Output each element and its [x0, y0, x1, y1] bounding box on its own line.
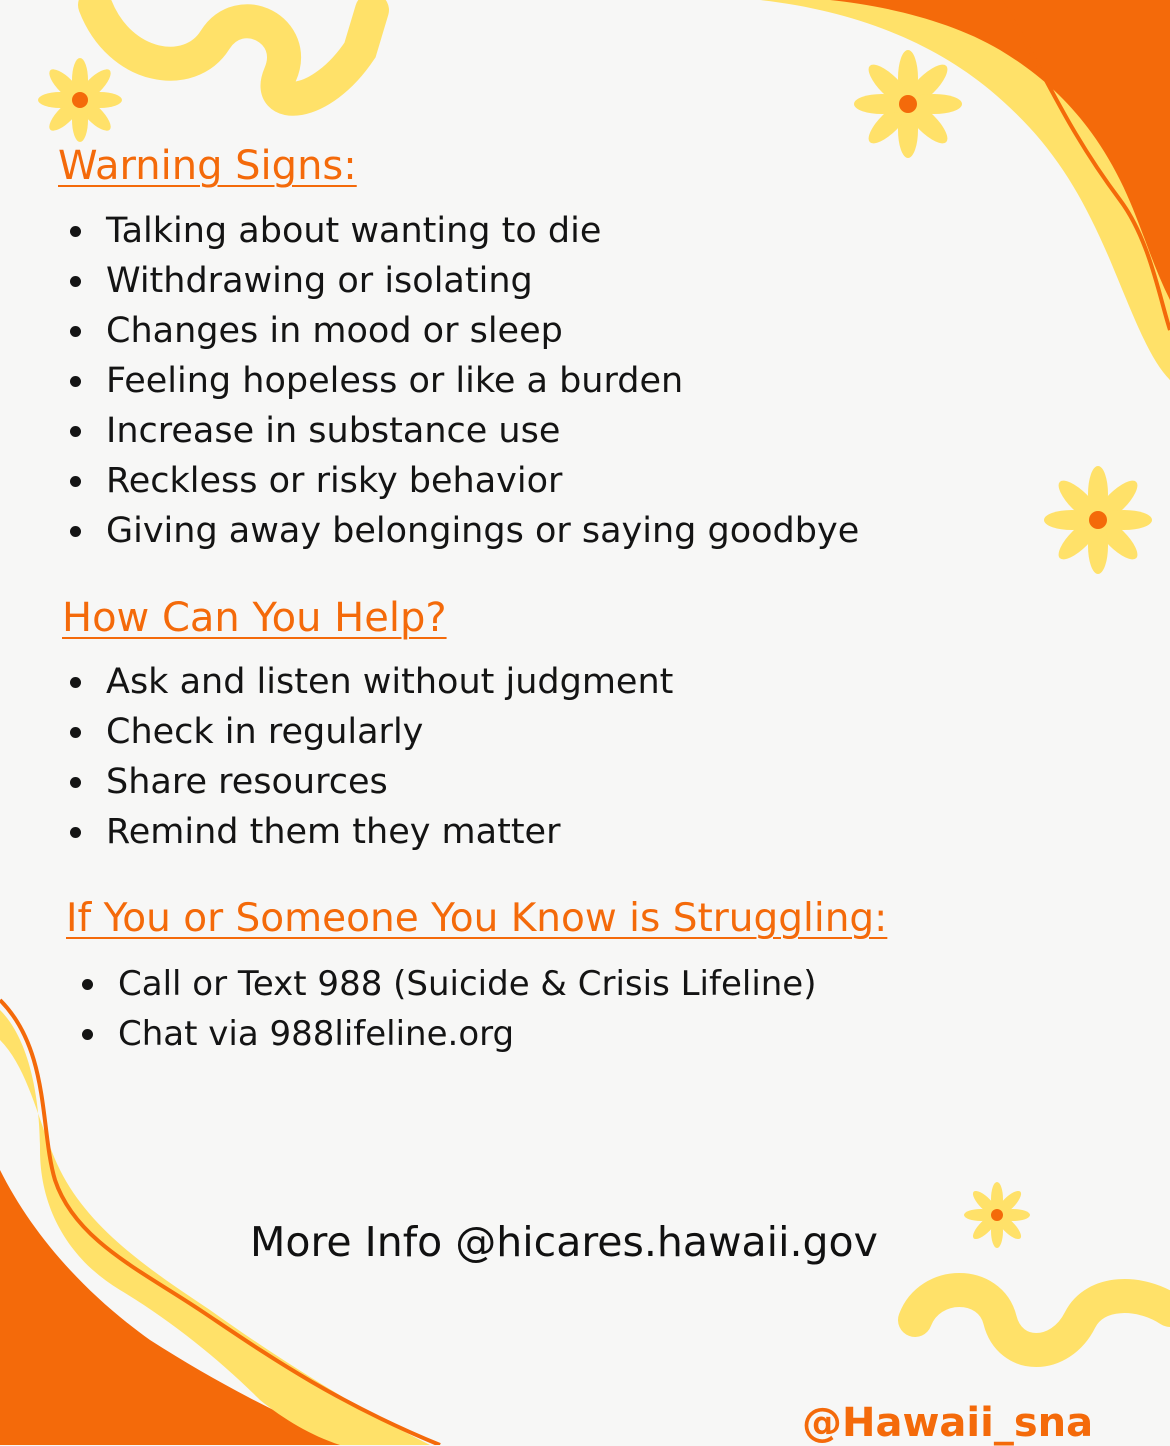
warning-signs-heading: Warning Signs:: [58, 143, 357, 189]
flower-icon: [1044, 466, 1152, 574]
list-item: Chat via 988lifeline.org: [76, 1009, 817, 1059]
list-item: Increase in substance use: [64, 406, 859, 456]
list-item: Share resources: [64, 757, 673, 807]
struggling-list: [76, 959, 817, 1059]
list-item: Call or Text 988 (Suicide & Crisis Lifeline): [76, 959, 817, 1009]
list-item: Withdrawing or isolating: [64, 256, 859, 306]
list-item: Ask and listen without judgment: [64, 657, 673, 707]
list-item: Check in regularly: [64, 707, 673, 757]
social-handle: @Hawaii_sna: [802, 1400, 1094, 1446]
how-to-help-heading: How Can You Help?: [62, 595, 447, 641]
more-info-text: More Info @hicares.hawaii.gov: [250, 1218, 878, 1266]
flower-icon: [964, 1182, 1030, 1248]
how-to-help-list: [64, 657, 673, 857]
list-item: Feeling hopeless or like a burden: [64, 356, 859, 406]
list-item: Talking about wanting to die: [64, 206, 859, 256]
list-item: Changes in mood or sleep: [64, 306, 859, 356]
squiggle-icon: [915, 1290, 1170, 1350]
squiggle-icon: [95, 5, 372, 99]
flower-icon: [854, 50, 962, 158]
struggling-heading: If You or Someone You Know is Struggling:: [66, 896, 888, 941]
list-item: Remind them they matter: [64, 807, 673, 857]
warning-signs-list: [64, 206, 859, 556]
list-item: Giving away belongings or saying goodbye: [64, 506, 859, 556]
list-item: Reckless or risky behavior: [64, 456, 859, 506]
flower-icon: [38, 58, 122, 142]
